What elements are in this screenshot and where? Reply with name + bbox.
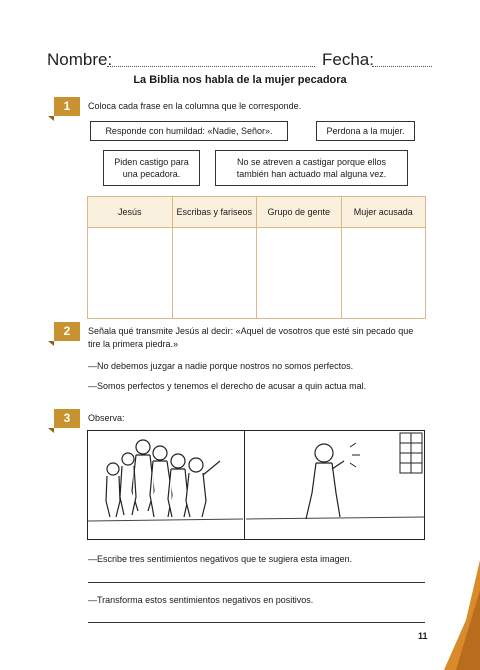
phrase-card[interactable]: No se atreven a castigar porque ellos también han actuado mal alguna vez. (215, 150, 408, 186)
column-header: Jesús (88, 197, 173, 228)
drop-cell[interactable] (341, 228, 426, 319)
exercise-2-badge: 2 (54, 322, 80, 341)
classification-table (87, 196, 426, 319)
exercise-2-instruction: Señala qué transmite Jesús al decir: «Aquel de vosotros que esté sin pecado que tire la primera piedra.» (88, 326, 414, 349)
exercise-1-instruction: Coloca cada frase en la columna que le corresponde. (88, 101, 302, 111)
column-header: Grupo de gente (257, 197, 342, 228)
column-header: Escribas y fariseos (172, 197, 257, 228)
corner-decoration (436, 560, 480, 670)
drop-cell[interactable] (172, 228, 257, 319)
date-field[interactable] (372, 66, 432, 67)
option-2[interactable]: —Somos perfectos y tenemos el derecho de acusar a quin actua mal. (88, 381, 367, 391)
exercise-3-badge: 3 (54, 409, 80, 428)
phrase-card[interactable]: Responde con humildad: «Nadie, Señor». (90, 121, 288, 141)
comic-illustration (88, 431, 424, 539)
name-label: Nombre: (47, 50, 113, 69)
drop-cell[interactable] (88, 228, 173, 319)
exercise-3-instruction: Observa: (88, 413, 125, 423)
exercise-1-badge: 1 (54, 97, 80, 116)
phrase-card[interactable]: Perdona a la mujer. (316, 121, 415, 141)
page-title: La Biblia nos habla de la mujer pecadora (133, 74, 347, 86)
page-number: 11 (418, 631, 428, 641)
drop-cell[interactable] (257, 228, 342, 319)
option-1[interactable]: —No debemos juzgar a nadie porque nostros no somos perfectos. (88, 361, 354, 371)
answer-line-2[interactable] (88, 622, 425, 623)
question-2: —Transforma estos sentimientos negativos en positivos. (88, 595, 314, 605)
comic-strip (87, 430, 425, 540)
question-1: —Escribe tres sentimientos negativos que te sugiera esta imagen. (88, 554, 353, 564)
name-field[interactable] (107, 66, 315, 67)
column-header: Mujer acusada (341, 197, 426, 228)
answer-line-1[interactable] (88, 582, 425, 583)
phrase-card[interactable]: Piden castigo para una pecadora. (103, 150, 200, 186)
date-label: Fecha: (322, 50, 374, 69)
